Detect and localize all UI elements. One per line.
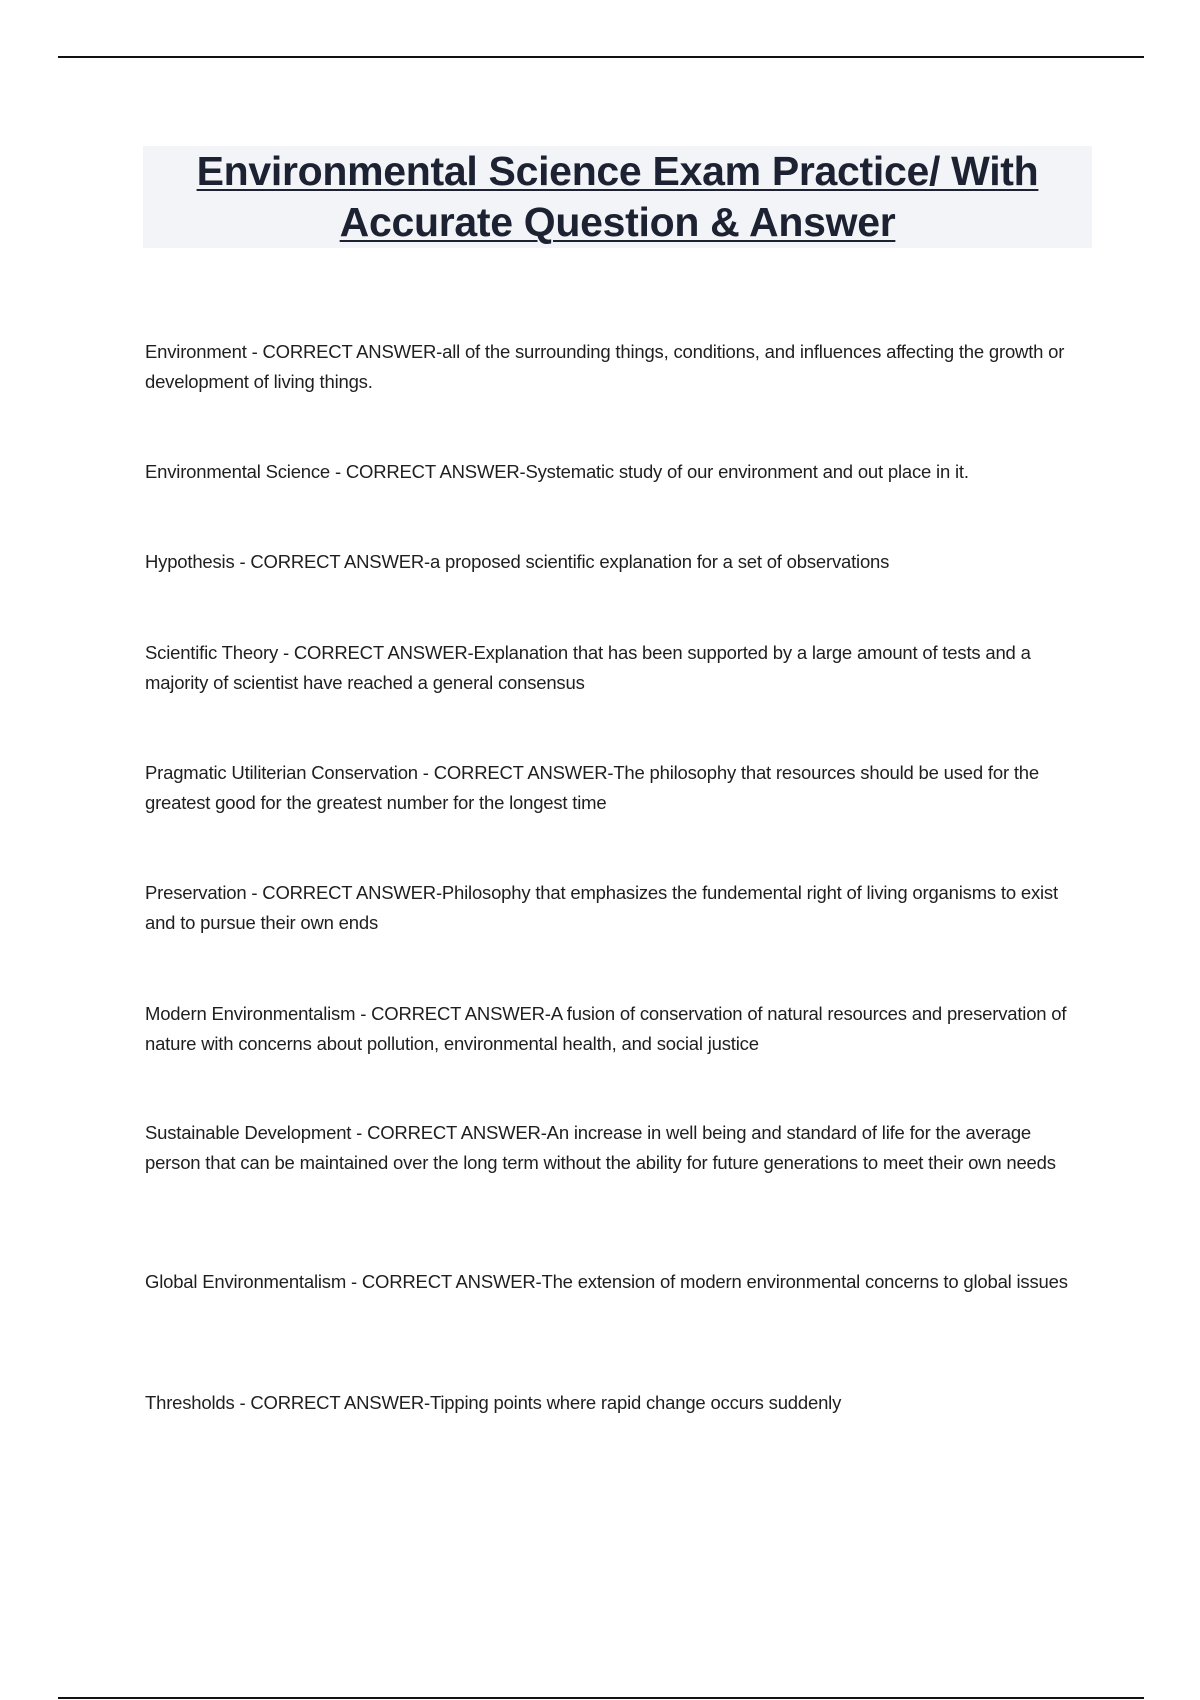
qa-entry: Preservation - CORRECT ANSWER-Philosophy that emphasizes the fundemental right of living organisms to exist and to pursue their own ends bbox=[145, 882, 1058, 933]
title-line-1: Environmental Science Exam Practice/ With bbox=[196, 148, 1039, 194]
qa-entry: Environmental Science - CORRECT ANSWER-Systematic study of our environment and out place in it. bbox=[145, 461, 969, 482]
qa-entry: Hypothesis - CORRECT ANSWER-a proposed scientific explanation for a set of observations bbox=[145, 551, 890, 572]
qa-entry: Modern Environmentalism - CORRECT ANSWER-A fusion of conservation of natural resources and preservation of nature with concerns about pollution, environmental health, and social justice bbox=[145, 1003, 1067, 1054]
qa-entry: Environment - CORRECT ANSWER-all of the surrounding things, conditions, and influences affecting the growth or development of living things. bbox=[145, 341, 1065, 392]
top-rule bbox=[58, 56, 1144, 58]
qa-entry: Scientific Theory - CORRECT ANSWER-Explanation that has been supported by a large amount of tests and a majority of scientist have reached a general consensus bbox=[145, 642, 1031, 693]
qa-entry: Thresholds - CORRECT ANSWER-Tipping points where rapid change occurs suddenly bbox=[145, 1392, 842, 1413]
document-title bbox=[143, 146, 1092, 248]
bottom-rule bbox=[58, 1697, 1144, 1699]
qa-entry: Pragmatic Utiliterian Conservation - CORRECT ANSWER-The philosophy that resources should be used for the greatest good for the greatest number for the longest time bbox=[145, 762, 1039, 813]
title-line-2: Accurate Question & Answer bbox=[339, 199, 896, 245]
qa-entry: Sustainable Development - CORRECT ANSWER-An increase in well being and standard of life for the average person that can be maintained over the long term without the ability for future generations to meet their own needs bbox=[145, 1122, 1056, 1173]
qa-entry: Global Environmentalism - CORRECT ANSWER-The extension of modern environmental concerns to global issues bbox=[145, 1271, 1068, 1292]
